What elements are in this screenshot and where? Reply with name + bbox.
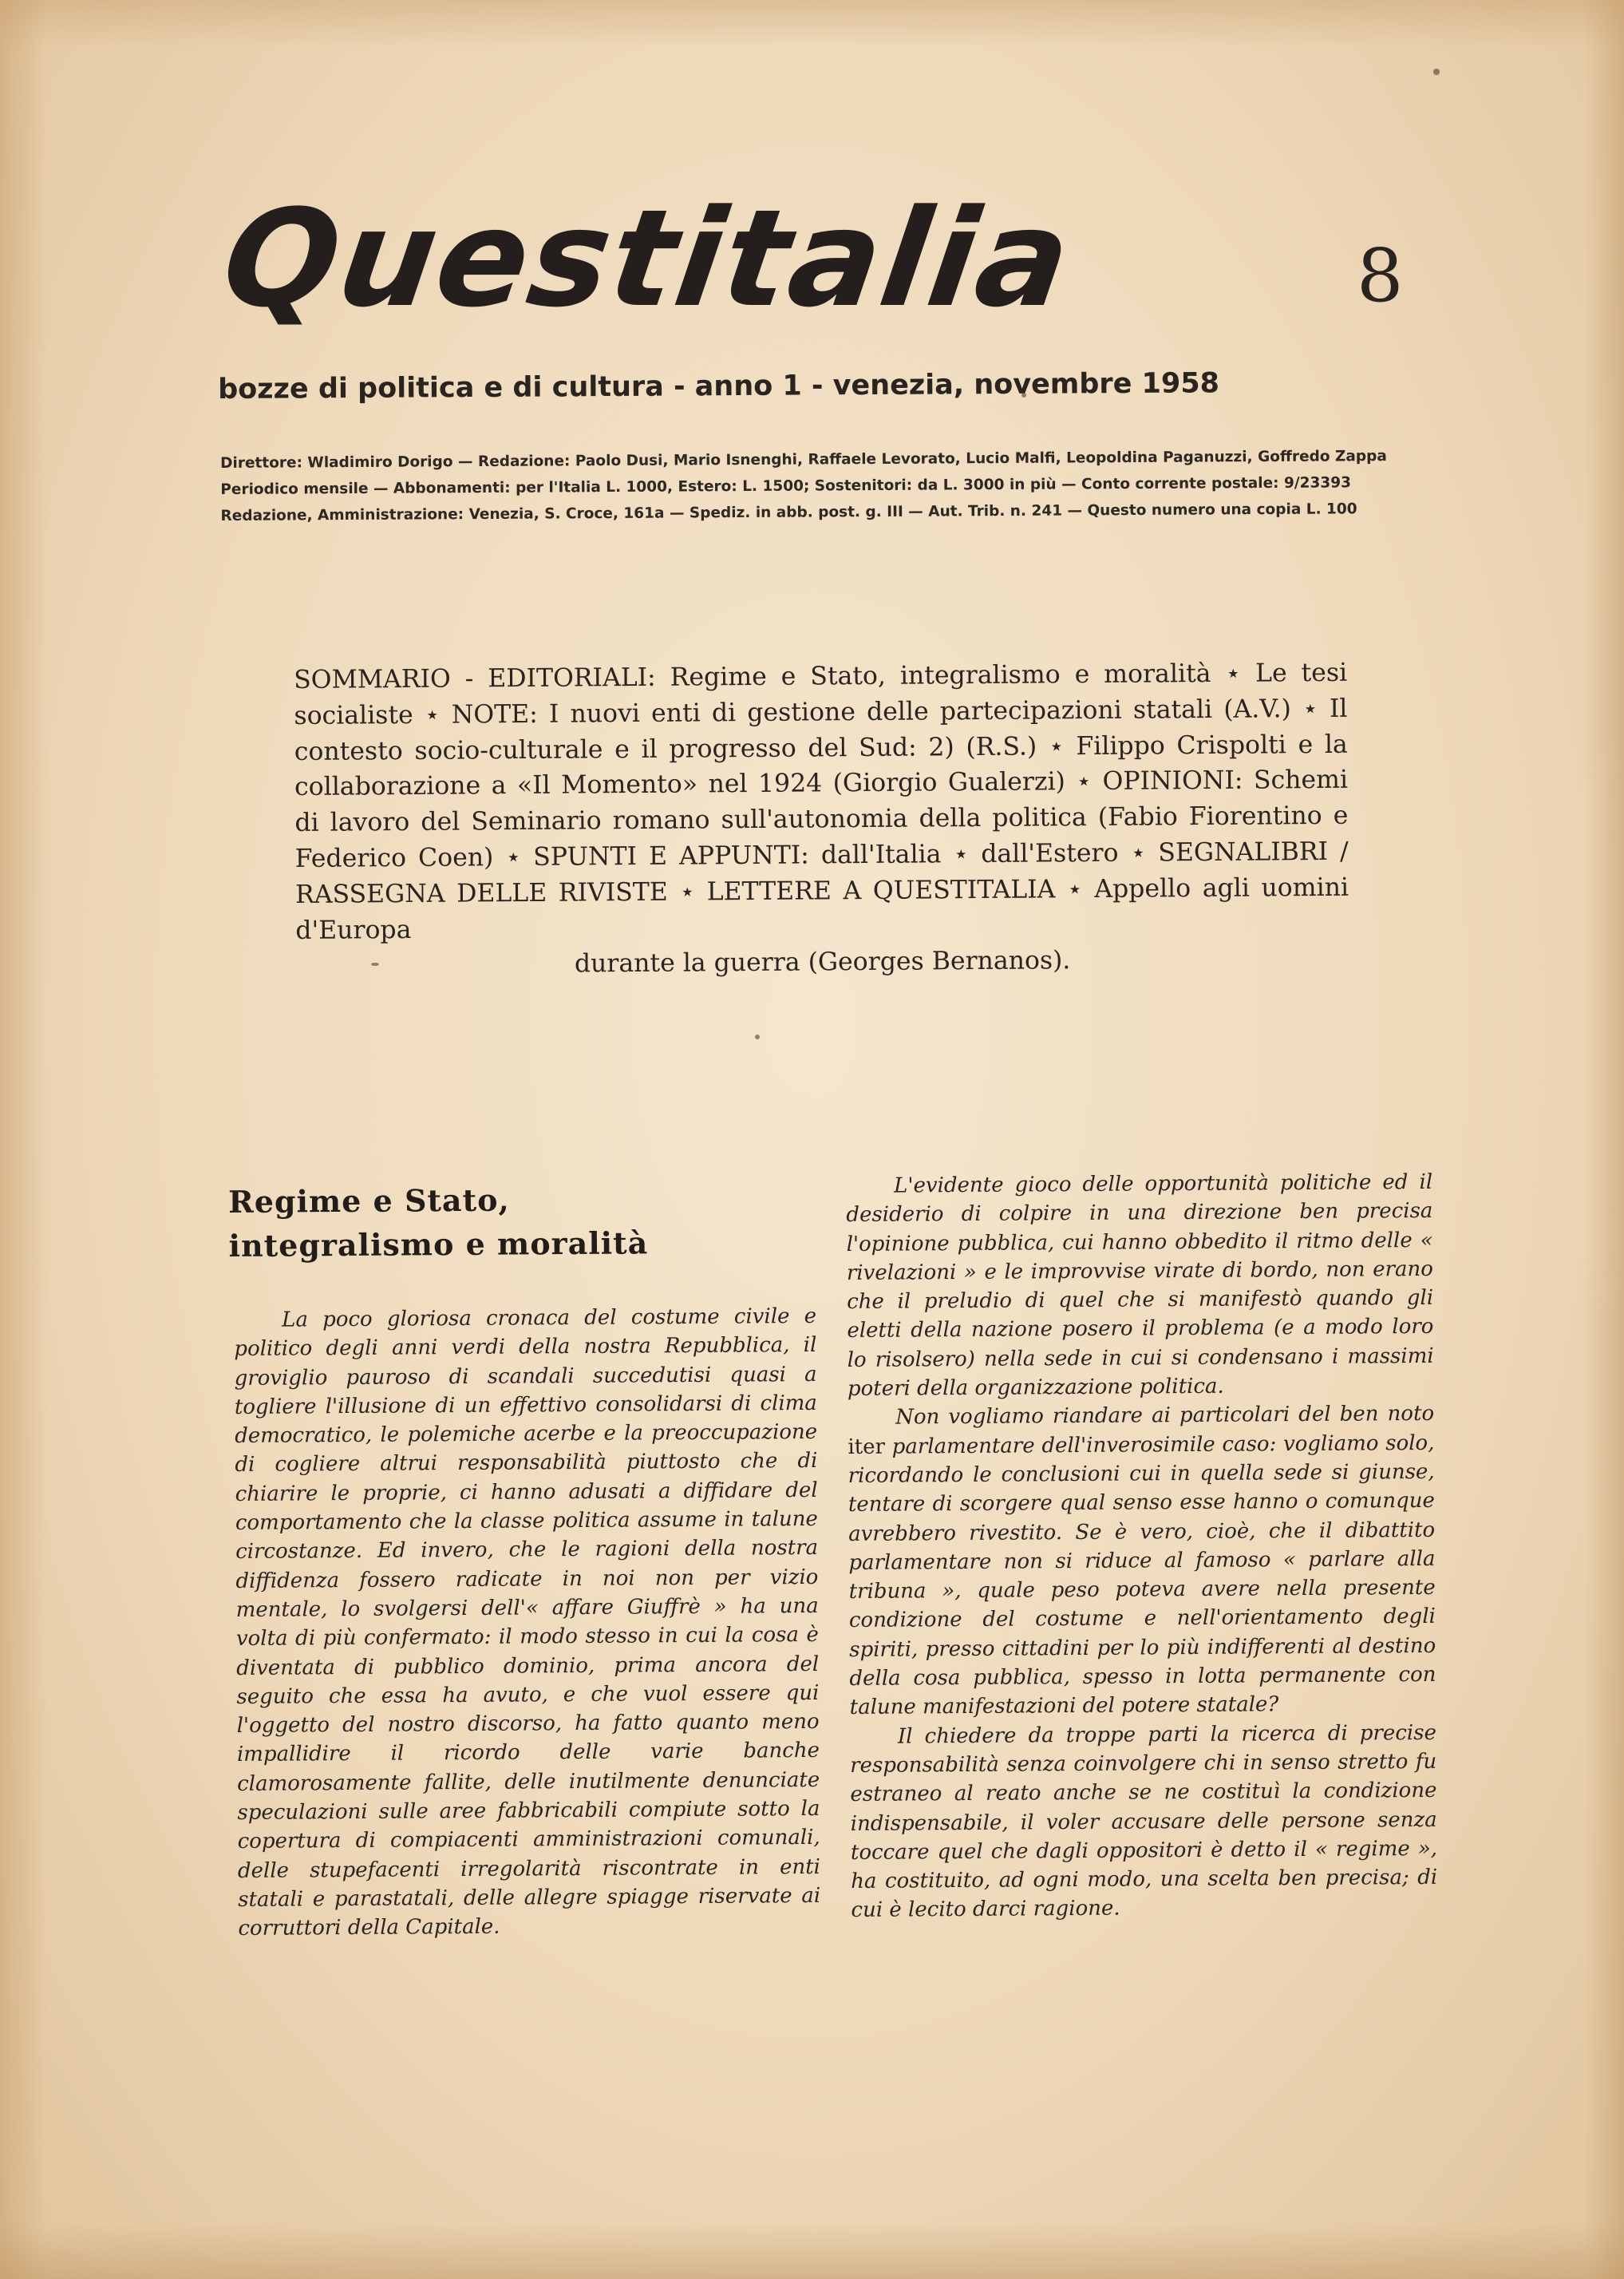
- paragraph-text: parlamentare dell'inverosimile caso: vogliamo solo, ricordando le conclusioni cui in quella sede si giunse, tentare di scorgere qual senso esse hanno o comunque avrebbero rivestito. Se è vero, cioè, che il dibattito parlamentare non si riduce al famoso « parlare alla tribuna », quale peso poteva avere nella presente condizione del costume e nell'orientamento degli spiriti, presso cittadini per lo più indifferenti al destino della cosa pubblica, spesso in lotta permanente con talune manifestazioni del potere statale?: [848, 1430, 1436, 1720]
- toc-body: SOMMARIO - EDITORIALI: Regime e Stato, integralismo e moralità ⋆ Le tesi socialiste ⋆ NOTE: I nuovi enti di gestione delle partecipazioni statali (A.V.) ⋆ Il contesto socio-culturale e il progresso del Sud: 2) (R.S.) ⋆ Filippo Crispolti e la collaborazione a «Il Momento» nel 1924 (Giorgio Gualerzi) ⋆ OPINIONI: Schemi di lavoro del Seminario romano sull'autonomia della politica (Fabio Fiorentino e Federico Coen) ⋆ SPUNTI E APPUNTI: dall'Italia ⋆ dall'Estero ⋆ SEGNALIBRI / RASSEGNA DELLE RIVISTE ⋆ LETTERE A QUESTITALIA ⋆ Appello agli uomini d'Europa: [294, 658, 1349, 945]
- masthead-title: Questitalia: [214, 180, 1081, 337]
- credits-line-subscriptions: Periodico mensile — Abbonamenti: per l'Italia L. 1000, Estero: L. 1500; Sostenitori: da L. 3000 in più — Conto corrente postale: 9/23393: [220, 474, 1351, 498]
- article-title: [228, 1177, 648, 1268]
- article-title-line-1: Regime e Stato,: [228, 1181, 510, 1220]
- masthead-credits: [220, 443, 1434, 529]
- paragraph-text: Non vogliamo riandare ai particolari del ben noto: [895, 1402, 1435, 1430]
- toc-last-line: durante la guerra (Georges Bernanos).: [574, 946, 1071, 979]
- paper-edge-right: [1584, 0, 1624, 2279]
- article-title-line-2: integralismo e moralità: [228, 1225, 649, 1264]
- article-column-right: [846, 1168, 1438, 1925]
- article-paragraph: L'evidente gioco delle opportunità politiche ed il desiderio di colpire in una direzione ben precisa l'opinione pubblica, cui hanno obbedito il ritmo delle « rivelazioni » e le improvvise virate di bordo, non erano che il preludio di quel che si manifestò quando gli eletti della nazione posero il problema (e a modo loro lo risolsero) nella sede in cui si condensano i massimi poteri della organizzazione politica.: [846, 1169, 1434, 1402]
- credits-line-editors: Direttore: Wladimiro Dorigo — Redazione: Paolo Dusi, Mario Isnenghi, Raffaele Levorato, Lucio Malfi, Leopoldina Paganuzzi, Goffredo Zappa: [220, 448, 1387, 472]
- latin-term: iter: [848, 1434, 886, 1459]
- masthead-subtitle: bozze di politica e di cultura - anno 1 - venezia, novembre 1958: [218, 367, 1220, 406]
- article-paragraph: La poco gloriosa cronaca del costume civile e politico degli anni verdi della nostra Repubblica, il groviglio pauroso di scandali succedutisi quasi a togliere l'illusione di un effettivo consolidarsi di clima democratico, le polemiche acerbe e la preoccupazione di cogliere altrui responsabilità piuttosto che di chiarire le proprie, ci hanno adusati a diffidare del comportamento che la classe politica assume in talune circostanze. Ed invero, che le ragioni della nostra diffidenza fossero radicate in noi non per vizio mentale, lo svolgersi dell'« affare Giuffrè » ha una volta di più confermato: il modo stesso in cui la cosa è diventata di pubblico dominio, prima ancora del seguito che essa ha avuto, e che vuol essere qui l'oggetto del nostro discorso, ha fatto quanto meno impallidire il ricordo delle varie banche clamorosamente fallite, delle inutilmente denunciate speculazioni sulle aree fabbricabili compiute sotto la copertura di compiacenti amministrazioni comunali, delle stupefacenti irregolarità riscontrate in enti statali e parastatali, delle allegre spiagge riservate ai corruttori della Capitale.: [234, 1304, 821, 1941]
- table-of-contents: [294, 655, 1349, 984]
- paper-edge-bottom: [0, 2223, 1624, 2279]
- article-column-left: [234, 1302, 821, 1944]
- paper-speck: [1433, 69, 1440, 75]
- issue-number: 8: [1357, 233, 1404, 319]
- paper-edge-top: [0, 0, 1624, 48]
- paper-edge-left: [0, 0, 48, 2279]
- credits-line-administration: Redazione, Amministrazione: Venezia, S. Croce, 161a — Spediz. in abb. post. g. III — Aut. Trib. n. 241 — Questo numero una copia L. 100: [220, 501, 1357, 524]
- article-paragraph: [848, 1399, 1436, 1722]
- article-paragraph: Il chiedere da troppe parti la ricerca di precise responsabilità senza coinvolgere chi in senso stretto fu estraneo al reato anche se ne costituì la condizione indispensabile, il voler accusare delle persone senza toccare quel che dagli oppositori è detto il « regime », ha costituito, ad ogni modo, una scelta ben precisa; di cui è lecito darci ragione.: [850, 1720, 1438, 1923]
- paper-speck: [755, 1035, 760, 1039]
